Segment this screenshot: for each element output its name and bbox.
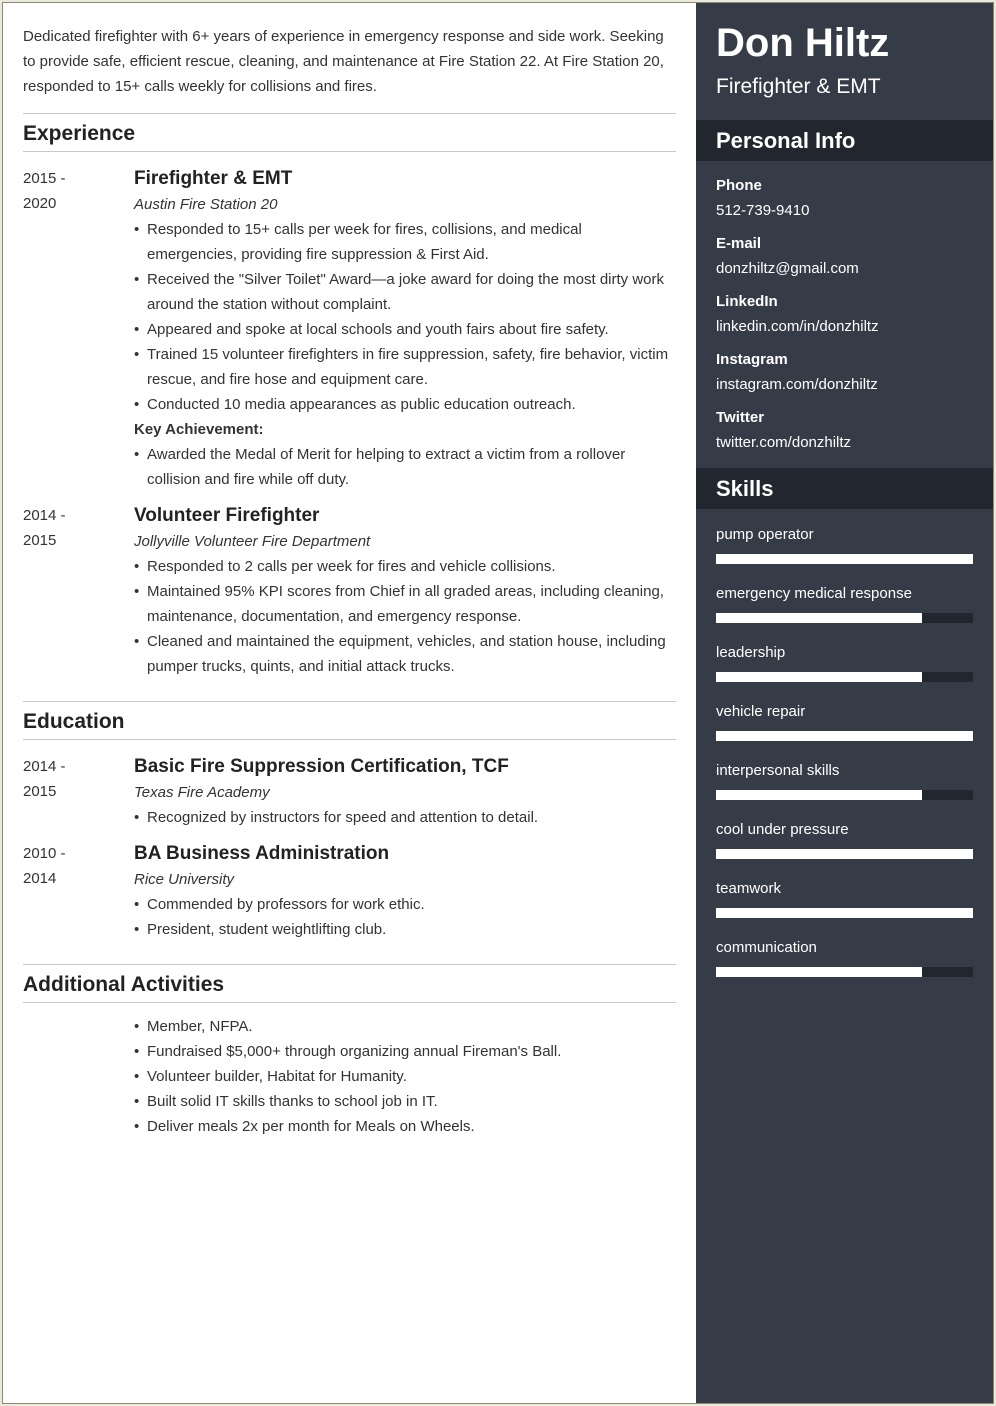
skill-name: teamwork	[716, 880, 782, 897]
key-achievement-label: Key Achievement:	[134, 421, 264, 438]
year-start: 2010 -	[23, 845, 66, 862]
activities-heading: Additional Activities	[23, 973, 225, 996]
skill-name: pump operator	[716, 526, 814, 543]
twitter-label: Twitter	[716, 409, 765, 426]
degree-title: BA Business Administration	[134, 843, 390, 864]
email-value[interactable]: donzhiltz@gmail.com	[716, 260, 859, 277]
skills-heading: Skills	[716, 476, 774, 501]
list-item: • Appeared and spoke at local schools and youth fairs about fire safety.	[134, 317, 676, 342]
year-end: 2015	[23, 783, 57, 800]
list-item: • Received the "Silver Toilet" Award—a joke award for doing the most dirty work around the station without complaint.	[134, 267, 676, 317]
activities-list	[134, 1014, 676, 1139]
activities-body	[134, 1014, 676, 1139]
entry-body	[134, 166, 676, 492]
year-start: 2014 -	[23, 507, 66, 524]
job-title: Volunteer Firefighter	[134, 505, 320, 526]
instagram-label: Instagram	[716, 351, 788, 368]
year-end: 2020	[23, 195, 57, 212]
list-item: • Recognized by instructors for speed and attention to detail.	[134, 805, 676, 830]
instagram-value[interactable]: instagram.com/donzhiltz	[716, 376, 878, 393]
skill-name: emergency medical response	[716, 585, 912, 602]
skill-bar	[716, 967, 973, 977]
skill-name: vehicle repair	[716, 703, 806, 720]
list-item: • Maintained 95% KPI scores from Chief in all graded areas, including cleaning, maintenance, documentation, and emergency response.	[134, 579, 676, 629]
skill-item	[716, 639, 973, 698]
education-header	[23, 701, 676, 740]
education-entry	[23, 754, 676, 830]
summary-text: Dedicated firefighter with 6+ years of experience in emergency response and side work. Seeking to provide safe, efficient rescue, cleaning, and maintenance at Fire Station 22. At Fire Station 20, responded to 15+ calls weekly for collisions and fires.	[23, 28, 664, 95]
list-item: • Deliver meals 2x per month for Meals on Wheels.	[134, 1114, 676, 1139]
skill-item	[716, 698, 973, 757]
skill-bar	[716, 908, 973, 918]
main-column	[3, 3, 696, 1403]
duties-list	[134, 217, 676, 417]
skill-bar	[716, 672, 973, 682]
entry-years	[23, 503, 123, 553]
list-item: • Responded to 15+ calls per week for fires, collisions, and medical emergencies, providing fire suppression & First Aid.	[134, 217, 676, 267]
candidate-name: Don Hiltz	[716, 21, 890, 65]
year-start: 2014 -	[23, 758, 66, 775]
skill-bar-fill	[716, 554, 973, 564]
entry-body	[134, 503, 676, 679]
education-details-list	[134, 805, 676, 830]
skill-name: interpersonal skills	[716, 762, 840, 779]
school: Texas Fire Academy	[134, 784, 270, 801]
skill-bar-fill	[716, 790, 922, 800]
linkedin-label: LinkedIn	[716, 293, 778, 310]
education-section	[23, 701, 676, 942]
activities-section	[23, 964, 676, 1139]
email-label: E-mail	[716, 235, 762, 252]
education-heading: Education	[23, 710, 125, 733]
personal-info-header	[696, 120, 993, 161]
experience-section	[23, 113, 676, 679]
skill-bar-fill	[716, 849, 973, 859]
phone-label: Phone	[716, 177, 762, 194]
skill-name: cool under pressure	[716, 821, 849, 838]
personal-info-heading: Personal Info	[716, 128, 856, 153]
employer: Austin Fire Station 20	[134, 196, 278, 213]
skill-bar-fill	[716, 672, 922, 682]
list-item: • Cleaned and maintained the equipment, vehicles, and station house, including pumper trucks, quints, and initial attack trucks.	[134, 629, 676, 679]
sidebar	[696, 3, 993, 1403]
education-entry	[23, 841, 676, 942]
list-item: • Awarded the Medal of Merit for helping to extract a victim from a rollover collision and fire while off duty.	[134, 442, 676, 492]
skills-list	[716, 521, 973, 993]
skill-bar	[716, 790, 973, 800]
list-item: • Volunteer builder, Habitat for Humanity.	[134, 1064, 676, 1089]
degree-title: Basic Fire Suppression Certification, TCF	[134, 756, 509, 777]
school: Rice University	[134, 871, 235, 888]
skill-item	[716, 934, 973, 993]
experience-heading: Experience	[23, 122, 136, 145]
list-item: • Conducted 10 media appearances as public education outreach.	[134, 392, 676, 417]
phone-value[interactable]: 512-739-9410	[716, 202, 810, 219]
entry-years	[23, 841, 123, 891]
experience-entry	[23, 166, 676, 492]
year-end: 2014	[23, 870, 57, 887]
skill-bar	[716, 731, 973, 741]
skill-bar	[716, 849, 973, 859]
resume-page	[2, 2, 994, 1404]
employer: Jollyville Volunteer Fire Department	[134, 533, 371, 550]
list-item: • Trained 15 volunteer firefighters in fire suppression, safety, fire behavior, victim rescue, and fire hose and equipment care.	[134, 342, 676, 392]
skill-bar	[716, 613, 973, 623]
experience-header	[23, 113, 676, 152]
skill-item	[716, 875, 973, 934]
entry-years	[23, 754, 123, 804]
entry-body	[134, 841, 676, 942]
skill-bar-fill	[716, 731, 973, 741]
achievements-list	[134, 442, 676, 492]
skills-header	[696, 468, 993, 509]
linkedin-value[interactable]: linkedin.com/in/donzhiltz	[716, 318, 879, 335]
skill-item	[716, 816, 973, 875]
list-item: • Built solid IT skills thanks to school job in IT.	[134, 1089, 676, 1114]
personal-info-list	[716, 175, 976, 465]
list-item: • Commended by professors for work ethic.	[134, 892, 676, 917]
duties-list	[134, 554, 676, 679]
twitter-value[interactable]: twitter.com/donzhiltz	[716, 434, 852, 451]
education-details-list	[134, 892, 676, 942]
skill-bar	[716, 554, 973, 564]
candidate-role: Firefighter & EMT	[716, 75, 881, 98]
list-item: • Responded to 2 calls per week for fires and vehicle collisions.	[134, 554, 676, 579]
skill-name: leadership	[716, 644, 786, 661]
entry-years	[23, 166, 123, 216]
experience-entry	[23, 503, 676, 679]
skill-item	[716, 521, 973, 580]
entry-body	[134, 754, 676, 830]
year-end: 2015	[23, 532, 57, 549]
skill-bar-fill	[716, 908, 973, 918]
list-item: • President, student weightlifting club.	[134, 917, 676, 942]
skill-item	[716, 580, 973, 639]
skill-item	[716, 757, 973, 816]
list-item: • Fundraised $5,000+ through organizing annual Fireman's Ball.	[134, 1039, 676, 1064]
year-start: 2015 -	[23, 170, 66, 187]
activities-header	[23, 964, 676, 1003]
skill-bar-fill	[716, 613, 922, 623]
skill-name: communication	[716, 939, 817, 956]
list-item: • Member, NFPA.	[134, 1014, 676, 1039]
job-title: Firefighter & EMT	[134, 168, 293, 189]
skill-bar-fill	[716, 967, 922, 977]
